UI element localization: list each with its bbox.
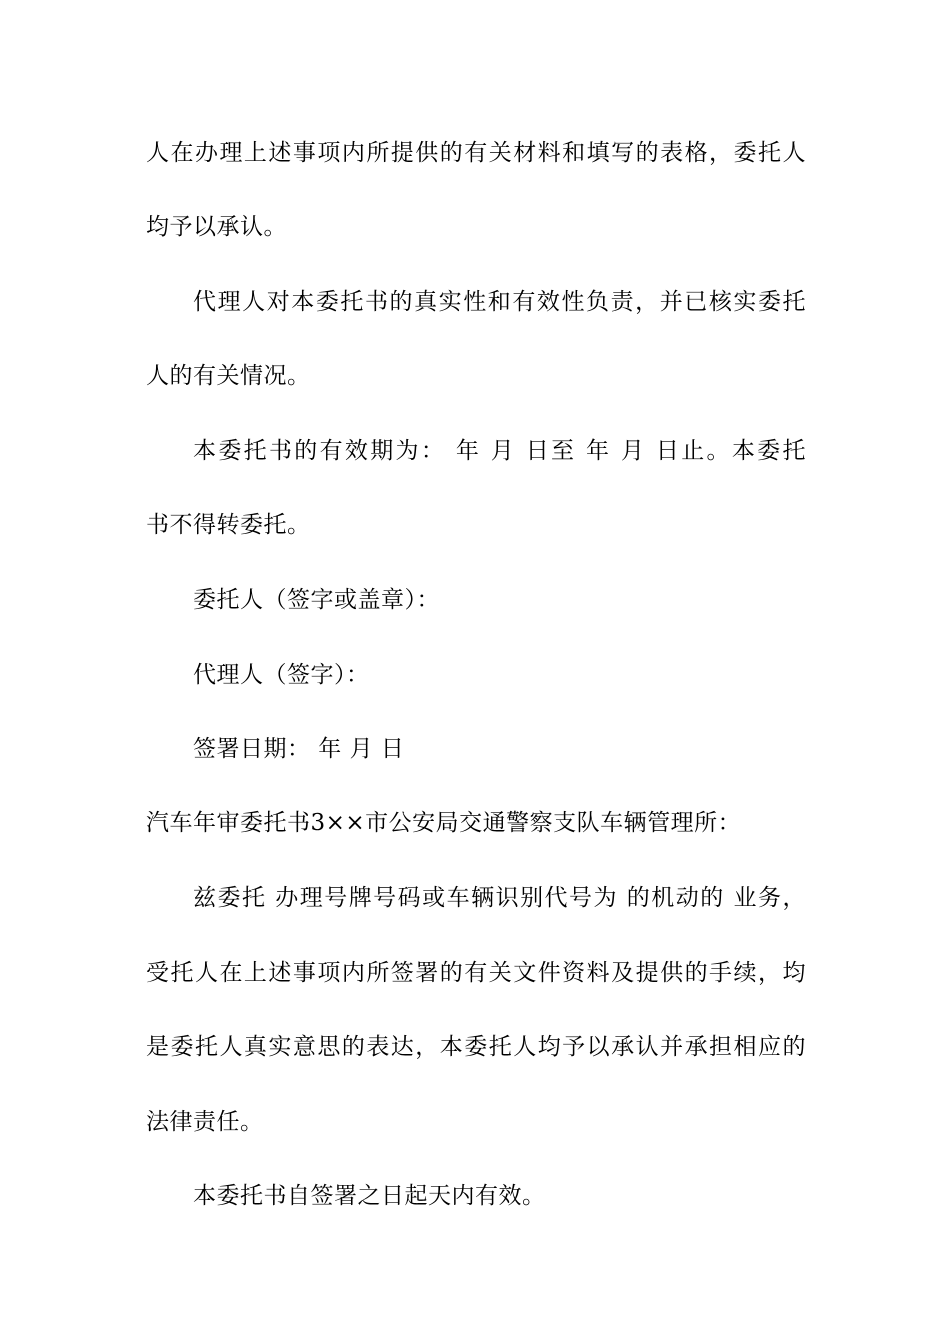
signing-date-line: 签署日期： 年 月 日 xyxy=(193,736,405,762)
paragraph-line: 是委托人真实意思的表达，本委托人均予以承认并承担相应的 xyxy=(146,1034,806,1060)
agent-signature-line: 代理人（签字）： xyxy=(193,662,370,688)
paragraph-line: 人的有关情况。 xyxy=(146,363,311,389)
paragraph-line: 本委托书自签署之日起天内有效。 xyxy=(193,1183,546,1209)
paragraph-line: 人在办理上述事项内所提供的有关材料和填写的表格，委托人 xyxy=(146,140,806,166)
principal-signature-line: 委托人（签字或盖章）： xyxy=(193,587,440,613)
paragraph-line: 受托人在上述事项内所签署的有关文件资料及提供的手续，均 xyxy=(146,960,806,986)
paragraph-line: 均予以承认。 xyxy=(146,214,287,240)
paragraph-line: 书不得转委托。 xyxy=(146,512,311,538)
paragraph-line: 本委托书的有效期为： 年 月 日至 年 月 日止。本委托 xyxy=(193,438,806,464)
section-heading: 汽车年审委托书3××市公安局交通警察支队车辆管理所： xyxy=(146,810,742,836)
paragraph-line: 兹委托 办理号牌号码或车辆识别代号为 的机动的 业务， xyxy=(193,885,806,911)
paragraph-line: 代理人对本委托书的真实性和有效性负责，并已核实委托 xyxy=(193,289,806,315)
paragraph-line: 法律责任。 xyxy=(146,1109,264,1135)
